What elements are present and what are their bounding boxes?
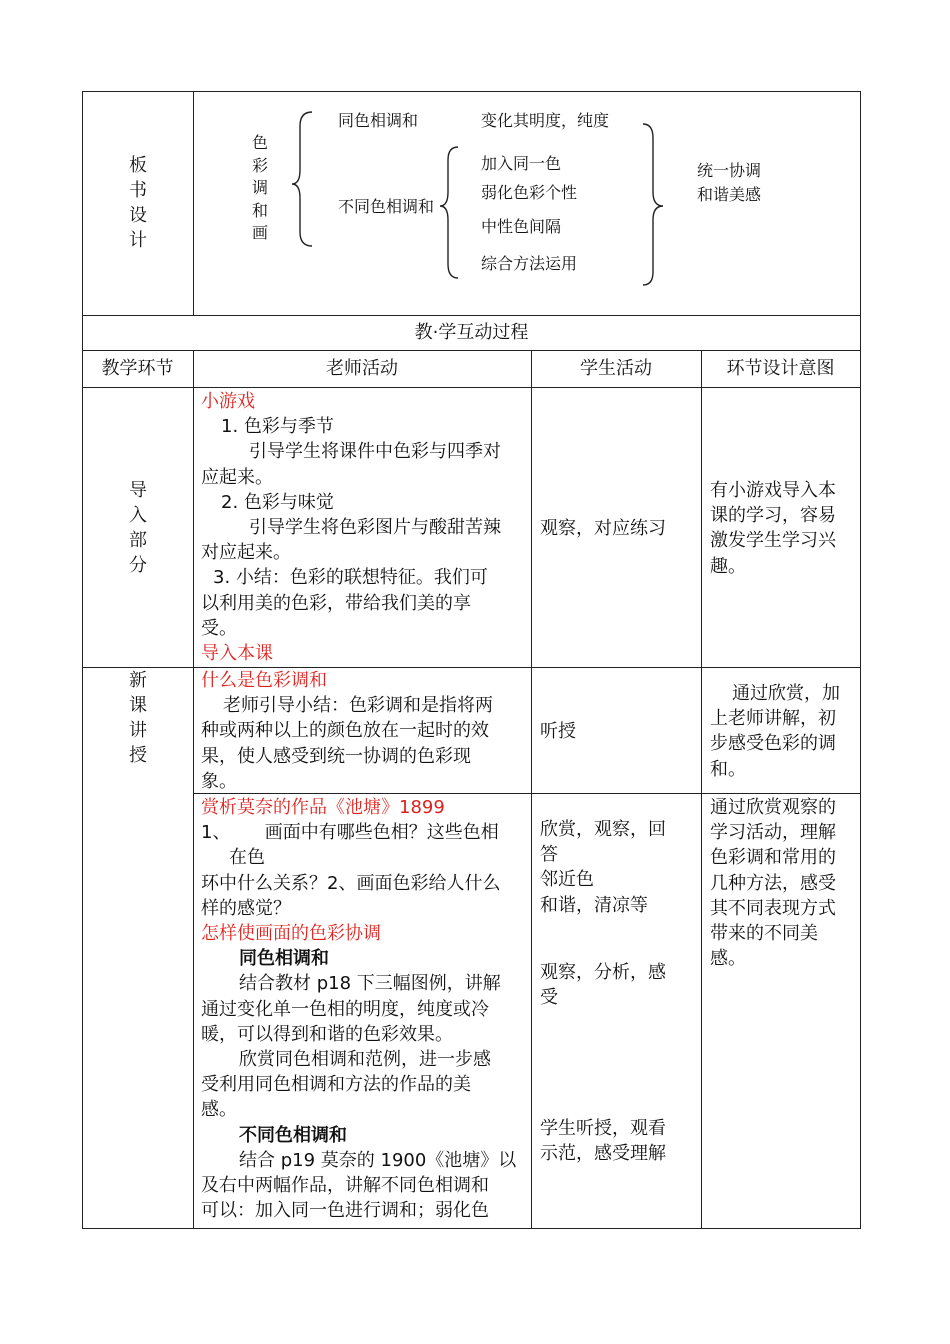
new2-line: 环中什么关系？2、画面色彩给人什么 [201, 872, 501, 894]
intent-line: 通过欣赏，加 [732, 683, 840, 704]
intent-line: 其不同表现方式 [710, 897, 836, 919]
intro-line: 引导学生将课件中色彩与四季对 [249, 441, 501, 463]
intro-line: 3. 小结：色彩的联想特征。我们可 [213, 567, 488, 589]
intro-line: 引导学生将色彩图片与酸甜苦辣 [249, 517, 501, 539]
board-result [697, 160, 817, 206]
intro-stage: 导入部分 [129, 480, 147, 576]
new2-line: 可以：加入同一色进行调和；弱化色 [201, 1200, 489, 1222]
intent-line: 课的学习，容易 [710, 505, 836, 527]
intent-line: 有小游戏导入本 [710, 480, 836, 501]
row-divider [82, 387, 861, 388]
new1-student: 听授 [540, 721, 576, 742]
new2-line: 结合教材 p18 下三幅图例，讲解 [239, 973, 501, 995]
new1-line: 象。 [201, 770, 237, 792]
header-student: 学生活动 [580, 358, 652, 379]
new2-diff-heading: 不同色相调和 [239, 1124, 347, 1146]
left-brace [292, 112, 312, 246]
student-line: 观察，分析，感 [540, 961, 666, 983]
new1-teacher [201, 668, 527, 794]
table-left-border [82, 91, 83, 1229]
col-divider [701, 350, 702, 1229]
header-teacher: 老师活动 [326, 358, 398, 379]
new2-student [540, 817, 696, 1167]
board-title-vertical: 色彩调和画 [251, 133, 268, 242]
board-result-line: 和谐美感 [697, 185, 762, 204]
student-line: 答 [540, 844, 558, 866]
header-intent: 环节设计意图 [726, 358, 835, 379]
new2-line: 1、 画面中有哪些色相？这些色相 [201, 822, 499, 844]
intent-line: 带来的不同美 [710, 923, 818, 945]
new1-line: 种或两种以上的颜色放在一起时的效 [201, 720, 489, 742]
intent-line: 步感受色彩的调 [710, 733, 836, 755]
intro-line: 2. 色彩与味觉 [221, 491, 334, 513]
intro-line: 以利用美的色彩，带给我们美的享 [201, 592, 471, 614]
row-divider [82, 350, 861, 351]
intent-line: 上老师讲解，初 [710, 708, 836, 730]
new2-intent [710, 795, 856, 971]
intent-line: 激发学生学习兴 [710, 530, 836, 552]
middle-brace [440, 147, 458, 278]
intent-line: 通过欣赏观察的 [710, 797, 836, 818]
new-lesson-stage: 新课讲授 [129, 670, 147, 766]
board-diff-item: 加入同一色 [481, 154, 562, 173]
new1-line: 老师引导小结：色彩调和是指将两 [223, 695, 493, 717]
student-line: 邻近色 [540, 869, 594, 891]
right-brace [643, 124, 663, 285]
new2-teacher [201, 795, 527, 1223]
intro-student: 观察，对应练习 [540, 518, 666, 539]
intent-line: 趣。 [710, 555, 746, 577]
student-line: 学生听授，观看 [540, 1118, 666, 1140]
new2-line: 样的感觉？ [201, 897, 291, 919]
intro-line: 应起来。 [201, 466, 273, 488]
new2-heading: 赏析莫奈的作品《池塘》1899 [201, 797, 445, 818]
intro-line: 对应起来。 [201, 542, 291, 564]
process-title: 教·学互动过程 [414, 322, 529, 343]
new2-line: 感。 [201, 1099, 237, 1121]
new2-same-heading: 同色相调和 [239, 948, 329, 970]
intro-teacher [201, 389, 527, 666]
intro-intent [710, 478, 856, 579]
new1-heading: 什么是色彩调和 [201, 670, 327, 691]
table-bottom-border [82, 1228, 861, 1229]
student-line: 示范，感受理解 [540, 1143, 666, 1165]
board-diff-item: 中性色间隔 [481, 217, 562, 236]
board-diff-item: 弱化色彩个性 [481, 183, 578, 202]
new2-subheading: 怎样使画面的色彩协调 [201, 923, 381, 945]
row-divider [82, 315, 861, 316]
intro-line: 受。 [201, 617, 237, 639]
new2-line: 及右中两幅作品，讲解不同色相调和 [201, 1175, 489, 1197]
student-line: 欣赏，观察，回 [540, 819, 666, 840]
board-same-desc: 变化其明度，纯度 [481, 111, 610, 130]
board-result-line: 统一协调 [697, 161, 762, 180]
header-stage: 教学环节 [101, 358, 174, 379]
new2-line: 结合 p19 莫奈的 1900《池塘》以 [239, 1149, 517, 1171]
student-line: 和谐，清凉等 [540, 894, 648, 916]
intent-line: 色彩调和常用的 [710, 847, 836, 869]
intro-game-heading: 小游戏 [201, 391, 255, 412]
board-diff-color: 不同色相调和 [338, 197, 435, 216]
intent-line: 学习活动，理解 [710, 822, 836, 844]
new1-intent [710, 681, 856, 782]
intro-line: 1. 色彩与季节 [221, 416, 334, 438]
student-line: 受 [540, 987, 558, 1009]
new2-line: 欣赏同色相调和范例，进一步感 [239, 1049, 491, 1071]
intent-line: 几种方法，感受 [710, 872, 836, 894]
board-same-color: 同色相调和 [338, 111, 419, 130]
new2-line: 暖，可以得到和谐的色彩效果。 [201, 1023, 453, 1045]
col-divider [531, 350, 532, 1229]
intent-line: 感。 [710, 948, 746, 970]
col-divider [193, 350, 194, 1229]
board-diff-item: 综合方法运用 [481, 254, 578, 273]
new2-line: 通过变化单一色相的明度，纯度或冷 [201, 998, 489, 1020]
new2-line: 受利用同色相调和方法的作品的美 [201, 1074, 471, 1096]
intent-line: 和。 [710, 758, 746, 780]
table-right-border [860, 91, 861, 1229]
new2-line: 在色 [229, 847, 265, 869]
board-section-label: 板书设计 [129, 155, 147, 251]
board-diagram [194, 92, 860, 315]
intro-lead-in: 导入本课 [201, 643, 273, 665]
new1-line: 果，使人感受到统一协调的色彩现 [201, 745, 471, 767]
